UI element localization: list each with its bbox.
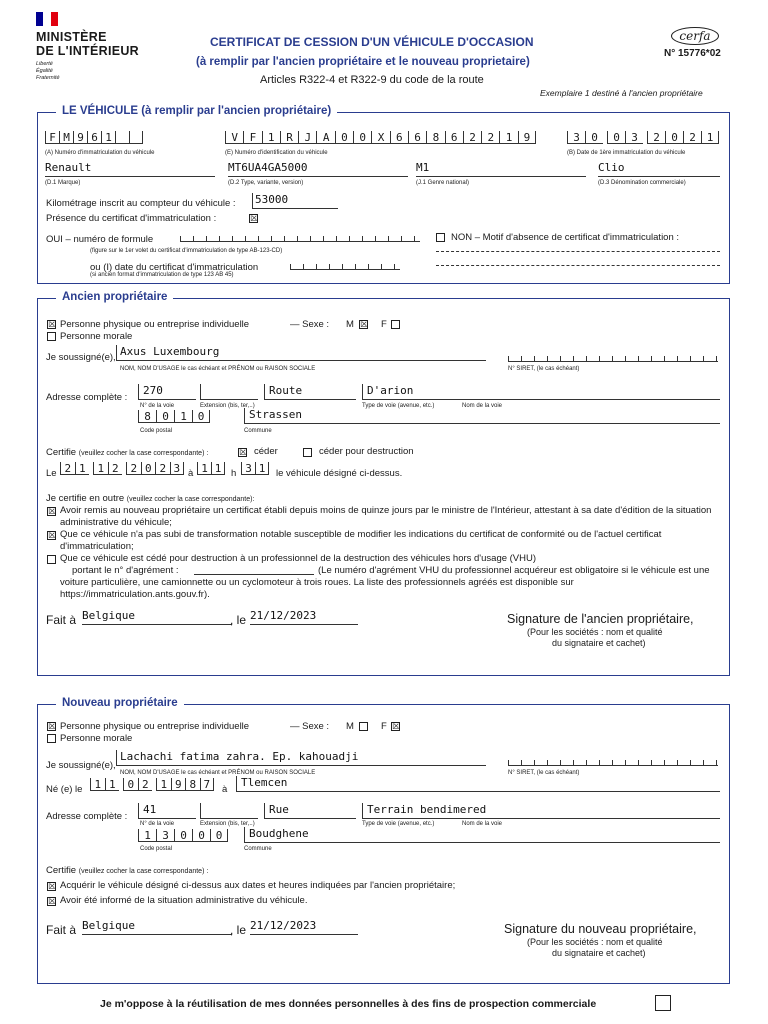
buyer-physique-checkbox[interactable]: ☒	[48, 721, 57, 731]
buyer-fait-le: , le	[230, 923, 247, 937]
sellercp-char: 0	[192, 410, 210, 423]
seller-cert1-text: Avoir remis au nouveau propriétaire un certificat établi depuis moins de quinze jours par le ministre de l'Intérieur, attestant à sa date d'édition de la situation administrative du véhicule;	[60, 505, 712, 528]
buyer-name-hint: NOM, NOM D'USAGE le cas échéant et PRÉNOM ou RAISON SOCIALE	[120, 770, 316, 776]
form-title: CERTIFICAT DE CESSION D'UN VÉHICULE D'OCCASION	[210, 35, 534, 49]
sellermin-char: 1	[255, 462, 269, 475]
denomination-field[interactable]: Clio	[598, 161, 720, 177]
seller-m-label: M	[346, 319, 354, 330]
seller-outre-word: Je certifie en outre	[46, 493, 125, 504]
buyer-fait-place[interactable]: Belgique	[82, 919, 232, 935]
vin-char: 0	[353, 131, 371, 144]
buyer-certifie-label	[46, 865, 208, 876]
buyer-commune-hint: Commune	[244, 846, 272, 852]
seller-fait-date[interactable]: 21/12/2023	[250, 609, 358, 625]
seller-adresse-label: Adresse complète :	[46, 392, 128, 403]
buyer-adresse-label: Adresse complète :	[46, 811, 128, 822]
buyer-cert2-text: Avoir été informé de la situation administrative du véhicule.	[60, 895, 308, 906]
marque-label: (D.1 Marque)	[45, 180, 81, 186]
seller-destruction-checkbox[interactable]	[303, 448, 312, 457]
buyer-cp-hint: Code postal	[140, 846, 173, 852]
sellercp-char: 1	[174, 410, 192, 423]
vin-char: R	[280, 131, 298, 144]
sellerdate-char: 2	[126, 462, 141, 475]
seller-section-title: Ancien propriétaire	[56, 291, 173, 303]
seller-certifie-label	[46, 447, 208, 458]
immat-label: (A) Numéro d'immatriculation du véhicule	[45, 150, 155, 156]
vin-label: (E) Numéro d'identification du véhicule	[225, 150, 328, 156]
buyer-ne-label: Né (e) le	[46, 784, 83, 795]
buyer-cp-cells[interactable]	[138, 829, 228, 842]
seller-cert3-agrement-label: portant le n° d'agrément :	[72, 565, 179, 576]
regdate-char: 1	[701, 131, 719, 144]
ou-label: ou (I) date du certificat d'immatriculation	[90, 262, 259, 273]
type-label: (D.2 Type, variante, version)	[228, 180, 304, 186]
sellerhour-char: 1	[197, 462, 211, 475]
buyerbirth-char: 1	[90, 778, 105, 791]
ou-hint: (si ancien format d'immatriculation de type 123 AB 45)	[90, 272, 234, 278]
motto-egalite: Égalité	[36, 68, 53, 74]
non-checkbox[interactable]	[436, 233, 445, 242]
seller-commune-field[interactable]: Strassen	[244, 408, 720, 424]
sellercp-char: 0	[156, 410, 174, 423]
immat-char: F	[45, 131, 59, 144]
buyer-cert1-checkbox[interactable]: ☒	[48, 881, 57, 891]
opposition-text: Je m'oppose à la réutilisation de mes données personnelles à des fins de prospection commerciale	[100, 998, 597, 1010]
seller-siret-hint: N° SIRET, (le cas échéant)	[508, 366, 580, 372]
vehicle-section-title: LE VÉHICULE (à remplir par l'ancien propriétaire)	[56, 105, 337, 117]
seller-destruction-label: céder pour destruction	[319, 446, 414, 457]
regdate-char: 0	[607, 131, 625, 144]
buyercp-char: 0	[210, 829, 228, 842]
km-label: Kilométrage inscrit au compteur du véhicule :	[46, 198, 236, 209]
buyer-ext-hint: Extension (bis, ter,..)	[200, 821, 255, 827]
seller-physique-checkbox[interactable]: ☒	[48, 319, 57, 329]
vin-char: 9	[518, 131, 536, 144]
km-field[interactable]: 53000	[252, 193, 338, 209]
seller-sexe-label: — Sexe :	[290, 319, 330, 330]
buyer-certifie-word: Certifie	[46, 865, 77, 876]
seller-ceder-checkbox[interactable]: ☒	[239, 447, 248, 457]
seller-certifie-hint: (veuillez cocher la case correspondante) :	[78, 450, 209, 457]
seller-f-checkbox[interactable]	[391, 320, 400, 329]
buyer-siret-field[interactable]	[508, 760, 718, 766]
buyercp-char: 1	[138, 829, 156, 842]
buyer-voie-type-field[interactable]: Rue	[264, 803, 356, 819]
sellerdate-char: 2	[108, 462, 123, 475]
sellermin-char: 3	[241, 462, 255, 475]
immat-char: 1	[101, 131, 115, 144]
buyer-f-checkbox[interactable]: ☒	[392, 721, 401, 731]
buyer-commune-field[interactable]: Boudghene	[244, 827, 720, 843]
buyer-sexe-label: — Sexe :	[290, 721, 330, 732]
vin-char: 6	[445, 131, 463, 144]
opposition-checkbox[interactable]	[655, 995, 671, 1011]
seller-voie-nom-field[interactable]: D'arion	[362, 384, 720, 400]
sellerhour-char: 1	[211, 462, 225, 475]
buyer-birth-cells[interactable]	[90, 778, 214, 791]
sellerdate-char: 2	[60, 462, 75, 475]
presence-checkbox[interactable]: ☒	[250, 213, 259, 223]
regdate-char: 2	[647, 131, 665, 144]
buyer-name-field[interactable]: Lachachi fatima zahra. Ep. kahouadji	[116, 750, 486, 766]
buyer-voie-type-hint: Type de voie (avenue, etc.)	[362, 821, 435, 827]
seller-cert3-text: Que ce véhicule est cédé pour destruction à un professionnel de la destruction des véhicules hors d'usage (VHU)	[60, 553, 537, 564]
immat-char: M	[59, 131, 73, 144]
seller-m-checkbox[interactable]: ☒	[360, 319, 369, 329]
genre-field[interactable]: M1	[416, 161, 586, 177]
immat-cells[interactable]	[45, 131, 143, 144]
sellerdate-char: 3	[170, 462, 185, 475]
regdate-char: 0	[665, 131, 683, 144]
buyerbirth-char: 7	[200, 778, 215, 791]
denomination-label: (D.3 Dénomination commerciale)	[598, 180, 686, 186]
seller-cert1-checkbox[interactable]: ☒	[48, 506, 57, 516]
regdate-char: 0	[585, 131, 603, 144]
regdate-char: 3	[625, 131, 643, 144]
seller-ext-field[interactable]	[200, 384, 258, 400]
seller-ext-hint: Extension (bis, ter,..)	[200, 403, 255, 409]
seller-f-label: F	[381, 319, 387, 330]
vin-char: 0	[335, 131, 353, 144]
seller-date-suffix: le véhicule désigné ci-dessus.	[276, 468, 403, 479]
genre-label: (J.1 Genre national)	[416, 180, 470, 186]
non-reason-line-1[interactable]	[436, 251, 720, 252]
buyer-morale-checkbox[interactable]	[47, 734, 56, 743]
seller-cert3-checkbox[interactable]	[47, 555, 56, 564]
non-label: NON – Motif d'absence de certificat d'immatriculation :	[451, 232, 680, 243]
immat-char: 6	[87, 131, 101, 144]
non-reason-line-2[interactable]	[436, 265, 720, 266]
buyer-physique-label: Personne physique ou entreprise individuelle	[60, 721, 250, 732]
motto	[36, 61, 60, 82]
buyer-signature-hint2: du signataire et cachet)	[552, 948, 646, 958]
formule-number-field[interactable]	[180, 236, 420, 242]
buyerbirth-char: 8	[185, 778, 200, 791]
buyer-cert1-text: Acquérir le véhicule désigné ci-dessus aux dates et heures indiquées par l'ancien propriétaire;	[60, 880, 456, 891]
buyer-voie-num-hint: N° de la voie	[140, 821, 175, 827]
vin-char: A	[316, 131, 334, 144]
buyercp-char: 0	[174, 829, 192, 842]
vin-char: 6	[390, 131, 408, 144]
seller-name-hint: NOM, NOM D'USAGE le cas échéant et PRÉNOM ou RAISON SOCIALE	[120, 366, 316, 372]
vin-char: V	[225, 131, 243, 144]
exemplaire: Exemplaire 1 destiné à l'ancien propriétaire	[540, 88, 703, 98]
seller-date-cells[interactable]	[60, 462, 184, 475]
buyer-voie-num-field[interactable]: 41	[138, 803, 196, 819]
seller-cert2-text: Que ce véhicule n'a pas subi de transformation notable susceptible de modifier les indications du certificat de conformité ou de l'actuel certificat d'immatriculation;	[60, 529, 662, 552]
vin-char: 2	[463, 131, 481, 144]
vin-char: X	[371, 131, 389, 144]
regdate-char: 2	[683, 131, 701, 144]
motto-liberte: Liberté	[36, 61, 53, 67]
seller-signature-hint1: (Pour les sociétés : nom et qualité	[527, 627, 663, 637]
seller-outre-label	[46, 493, 254, 504]
vin-char: 8	[426, 131, 444, 144]
seller-ceder-label: céder	[254, 446, 278, 457]
motto-fraternite: Fraternité	[36, 75, 60, 81]
immat-char: 9	[73, 131, 87, 144]
buyerbirth-char: 1	[105, 778, 120, 791]
immat-char	[129, 131, 143, 144]
first-reg-date-cells[interactable]	[567, 131, 719, 144]
buyer-signature-hint1: (Pour les sociétés : nom et qualité	[527, 937, 663, 947]
form-subtitle: (à remplir par l'ancien propriétaire et le nouveau proprietaire)	[196, 56, 530, 68]
vin-char: 6	[408, 131, 426, 144]
buyer-signature-title: Signature du nouveau propriétaire,	[504, 922, 697, 936]
marque-field[interactable]: Renault	[45, 161, 215, 177]
vin-char: 1	[262, 131, 280, 144]
buyerbirth-char: 0	[123, 778, 138, 791]
sellerdate-char: 2	[155, 462, 170, 475]
sellerdate-char: 1	[93, 462, 108, 475]
seller-h-label: h	[231, 468, 237, 479]
sellerdate-char: 0	[141, 462, 156, 475]
seller-cp-hint: Code postal	[140, 428, 173, 434]
seller-min-cells[interactable]	[241, 462, 269, 475]
seller-physique-label: Personne physique ou entreprise individuelle	[60, 319, 250, 330]
seller-signature-hint2: du signataire et cachet)	[552, 638, 646, 648]
seller-hour-cells[interactable]	[197, 462, 225, 475]
seller-fait-le: , le	[230, 613, 247, 627]
buyerbirth-char: 2	[138, 778, 153, 791]
vin-char: 2	[481, 131, 499, 144]
seller-morale-label: Personne morale	[60, 331, 133, 342]
seller-fait-place[interactable]: Belgique	[82, 609, 232, 625]
certificat-date-field[interactable]	[290, 264, 400, 270]
seller-voie-type-hint: Type de voie (avenue, etc.)	[362, 403, 435, 409]
regdate-char: 3	[567, 131, 585, 144]
seller-signature-title: Signature de l'ancien propriétaire,	[507, 612, 694, 626]
vin-char: 1	[499, 131, 517, 144]
seller-voie-num-field[interactable]: 270	[138, 384, 196, 400]
buyercp-char: 0	[192, 829, 210, 842]
ministry-line1: MINISTÈRE	[36, 30, 107, 44]
buyer-morale-label: Personne morale	[60, 733, 133, 744]
buyer-cert2-checkbox[interactable]: ☒	[48, 896, 57, 906]
vin-char: J	[298, 131, 316, 144]
sellercp-char: 8	[138, 410, 156, 423]
type-field[interactable]: MT6UA4GA5000	[228, 161, 408, 177]
seller-morale-checkbox[interactable]	[47, 332, 56, 341]
articles: Articles R322-4 et R322-9 du code de la route	[260, 74, 484, 86]
buyer-section-title: Nouveau propriétaire	[56, 697, 184, 709]
seller-name-field[interactable]: Axus Luxembourg	[116, 345, 486, 361]
sellerdate-char: 1	[75, 462, 90, 475]
buyer-ext-field[interactable]	[200, 803, 258, 819]
seller-voie-type-field[interactable]: Route	[264, 384, 356, 400]
first-reg-date-label: (B) Date de 1ère immatriculation du véhicule	[567, 150, 686, 156]
oui-label: OUI – numéro de formule	[46, 234, 154, 245]
buyer-fait-label: Fait à	[46, 923, 77, 937]
seller-cert3-note: (Le numéro d'agrément VHU du professionnel acquéreur est obligatoire si le véhicule est une voiture particulière, une camionnette ou un cyclomoteur à trois roues. La liste des professionnels agréés est disponible sur https://immatriculation.ants.gouv.fr).	[60, 565, 710, 600]
seller-outre-hint: (veuillez cocher la case correspondante):	[126, 496, 255, 503]
buyer-m-checkbox[interactable]	[359, 722, 368, 731]
buyer-fait-date[interactable]: 21/12/2023	[250, 919, 358, 935]
seller-siret-field[interactable]	[508, 356, 718, 362]
buyercp-char: 3	[156, 829, 174, 842]
cerfa-number: N° 15776*02	[664, 48, 721, 59]
seller-voie-nom-hint: Nom de la voie	[462, 403, 503, 409]
seller-a-label: à	[188, 468, 194, 479]
buyerbirth-char: 1	[156, 778, 171, 791]
buyer-voie-nom-hint: Nom de la voie	[462, 821, 503, 827]
buyer-a-label: à	[222, 784, 228, 795]
seller-fait-label: Fait à	[46, 613, 77, 627]
seller-voie-num-hint: N° de la voie	[140, 403, 175, 409]
buyer-siret-hint: N° SIRET, (le cas échéant)	[508, 770, 580, 776]
seller-commune-hint: Commune	[244, 428, 272, 434]
seller-soussigne-label: Je soussigné(e),	[46, 352, 116, 363]
vin-char: F	[243, 131, 261, 144]
oui-hint: (figure sur le 1er volet du certificat d'immatriculation de type AB-123-CD)	[90, 248, 283, 254]
buyer-soussigne-label: Je soussigné(e),	[46, 760, 116, 771]
ministry-line2: DE L'INTÉRIEUR	[36, 44, 140, 58]
buyer-certifie-hint: (veuillez cocher la case correspondante) :	[78, 868, 209, 875]
immat-char	[115, 131, 129, 144]
cerfa-logo: cerfa	[671, 27, 719, 45]
buyerbirth-char: 9	[171, 778, 186, 791]
seller-cp-cells[interactable]	[138, 410, 210, 423]
vin-cells[interactable]	[225, 131, 536, 144]
seller-cert2-checkbox[interactable]: ☒	[48, 530, 57, 540]
seller-le-label: Le	[46, 468, 57, 479]
seller-certifie-word: Certifie	[46, 447, 77, 458]
buyer-f-label: F	[381, 721, 387, 732]
buyer-voie-nom-field[interactable]: Terrain bendimered	[362, 803, 720, 819]
marianne-logo	[36, 12, 58, 26]
presence-label: Présence du certificat d'immatriculation :	[46, 213, 217, 224]
buyer-m-label: M	[346, 721, 354, 732]
buyer-birth-place[interactable]: Tlemcen	[236, 776, 720, 792]
